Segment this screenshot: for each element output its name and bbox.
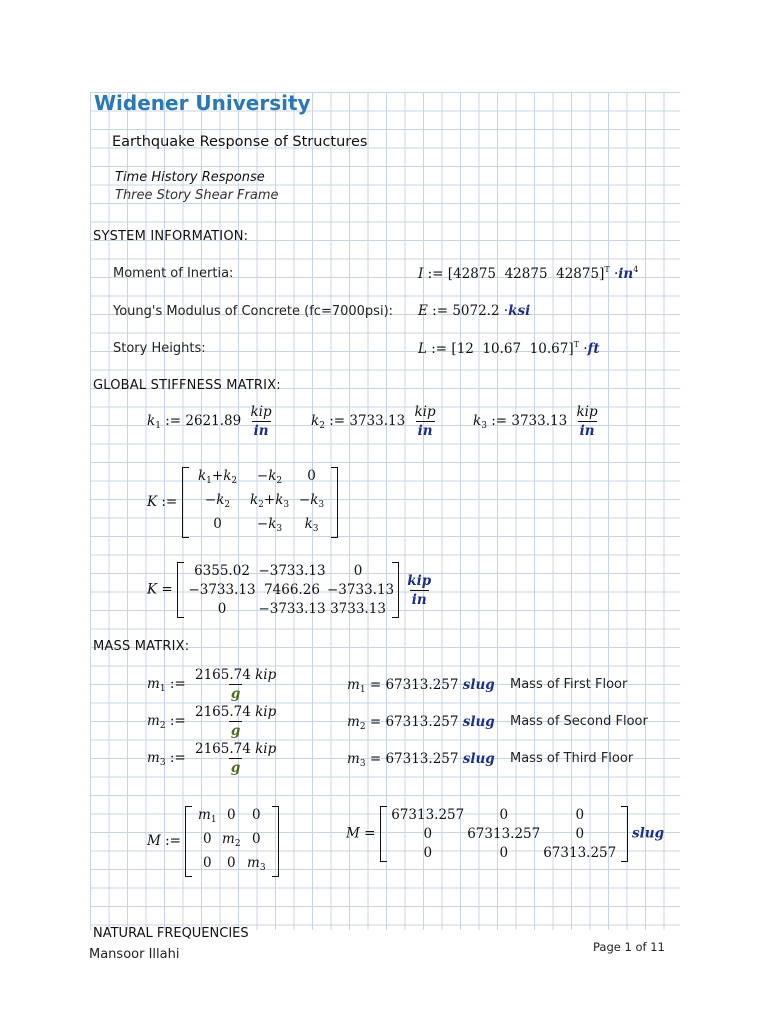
k-matrix-cell: −3733.13 [258, 601, 326, 617]
k-matrix-cell: 7466.26 [264, 582, 320, 598]
k-matrix-cell: −3733.13 [188, 582, 256, 598]
k1-expression: $k_1$ := 2621.89 $\frac{\text{kip}}{in}$ [147, 404, 272, 439]
m2-description: Mass of Second Floor [510, 714, 648, 729]
m-matrix-cell: 67313.257 [467, 826, 541, 842]
k-matrix-cell: 0 [353, 563, 363, 579]
k-matrix-cell: −3733.13 [258, 563, 326, 579]
heights-expression: L := [12 10.67 10.67]$^T$ ·ft [418, 340, 600, 357]
k2-expression: $k_2$ := 3733.13 $\frac{\text{kip}}{in}$ [311, 404, 436, 439]
inertia-var: I [418, 266, 424, 282]
k-matrix-cell: −3733.13 [327, 582, 395, 598]
m1-definition: $m_1$ := $\frac{\text{2165.74 kip}}{g}$ [147, 667, 277, 702]
m3-definition: $m_3$ := $\frac{\text{2165.74 kip}}{g}$ [147, 741, 277, 776]
k-symbolic-matrix: K := $k_1+k_2$ $-k_2$ 0 $-k_2$ $k_2+k_3$ $-k_3$ 0 $-k_3$ $k_3$ [147, 467, 338, 538]
page-number: Page 1 of 11 [593, 940, 665, 954]
m1-description: Mass of First Floor [510, 677, 628, 692]
m-matrix-cell: 67313.257 [391, 807, 465, 823]
course-title: Earthquake Response of Structures [112, 134, 368, 150]
modulus-label: Young's Modulus of Concrete (fc=7000psi): [113, 304, 394, 319]
topic-title: Time History Response [115, 170, 265, 185]
k-matrix-cell: 3733.13 [330, 601, 386, 617]
m3-description: Mass of Third Floor [510, 751, 634, 766]
inertia-label: Moment of Inertia: [113, 266, 234, 281]
heights-unit: ft [587, 341, 600, 357]
m2-result: $m_2 = 67313.257$ slug [347, 714, 495, 732]
modulus-value: 5072.2 [452, 303, 500, 319]
inertia-values: 42875 42875 42875 [453, 266, 600, 282]
m-symbolic-matrix: M := $m_1$ 0 0 0 $m_2$ 0 0 0 $m_3$ [147, 806, 279, 877]
m-matrix-cell: 0 [499, 807, 509, 823]
k-numeric-matrix: K = 6355.02 −3733.13 0 −3733.13 7466.26 −3733.13 0 −3733.13 3733.13 $\frac{\text{kip}}{in}$ [147, 563, 432, 617]
k3-expression: $k_3$ := 3733.13 $\frac{\text{kip}}{in}$ [473, 404, 598, 439]
modulus-expression: E := 5072.2 ·ksi [418, 303, 531, 319]
subtopic-title: Three Story Shear Frame [115, 188, 279, 203]
inertia-expression: I := [42875 42875 $42875]^T \cdot in^4$ [418, 265, 639, 282]
m-numeric-matrix: M = 67313.257 0 0 0 67313.257 0 0 0 67313.257 slug [346, 807, 665, 861]
next-section-heading-cut: NATURAL FREQUENCIES [93, 926, 249, 941]
stiffness-heading: GLOBAL STIFFNESS MATRIX: [93, 378, 281, 393]
k-matrix-cell: 0 [217, 601, 227, 617]
author-name: Mansoor Illahi [89, 947, 180, 962]
m-matrix-cell: 0 [575, 807, 585, 823]
system-info-heading: SYSTEM INFORMATION: [93, 229, 249, 244]
m-matrix-cell: 0 [423, 845, 433, 861]
m-matrix-cell: 0 [575, 826, 585, 842]
m-matrix-cell: 0 [499, 845, 509, 861]
k-matrix-cell: 6355.02 [194, 563, 250, 579]
m-matrix-cell: 0 [423, 826, 433, 842]
inertia-unit: in [618, 266, 634, 282]
m1-result: $m_1 = 67313.257$ slug [347, 677, 495, 695]
m3-result: $m_3 = 67313.257$ slug [347, 751, 495, 769]
heights-label: Story Heights: [113, 341, 206, 356]
mass-heading: MASS MATRIX: [93, 639, 190, 654]
m-matrix-cell: 67313.257 [543, 845, 617, 861]
heights-values: 12 10.67 10.67 [456, 341, 569, 357]
modulus-unit: ksi [508, 303, 531, 319]
university-title: Widener University [94, 91, 311, 115]
m2-definition: $m_2$ := $\frac{\text{2165.74 kip}}{g}$ [147, 704, 277, 739]
